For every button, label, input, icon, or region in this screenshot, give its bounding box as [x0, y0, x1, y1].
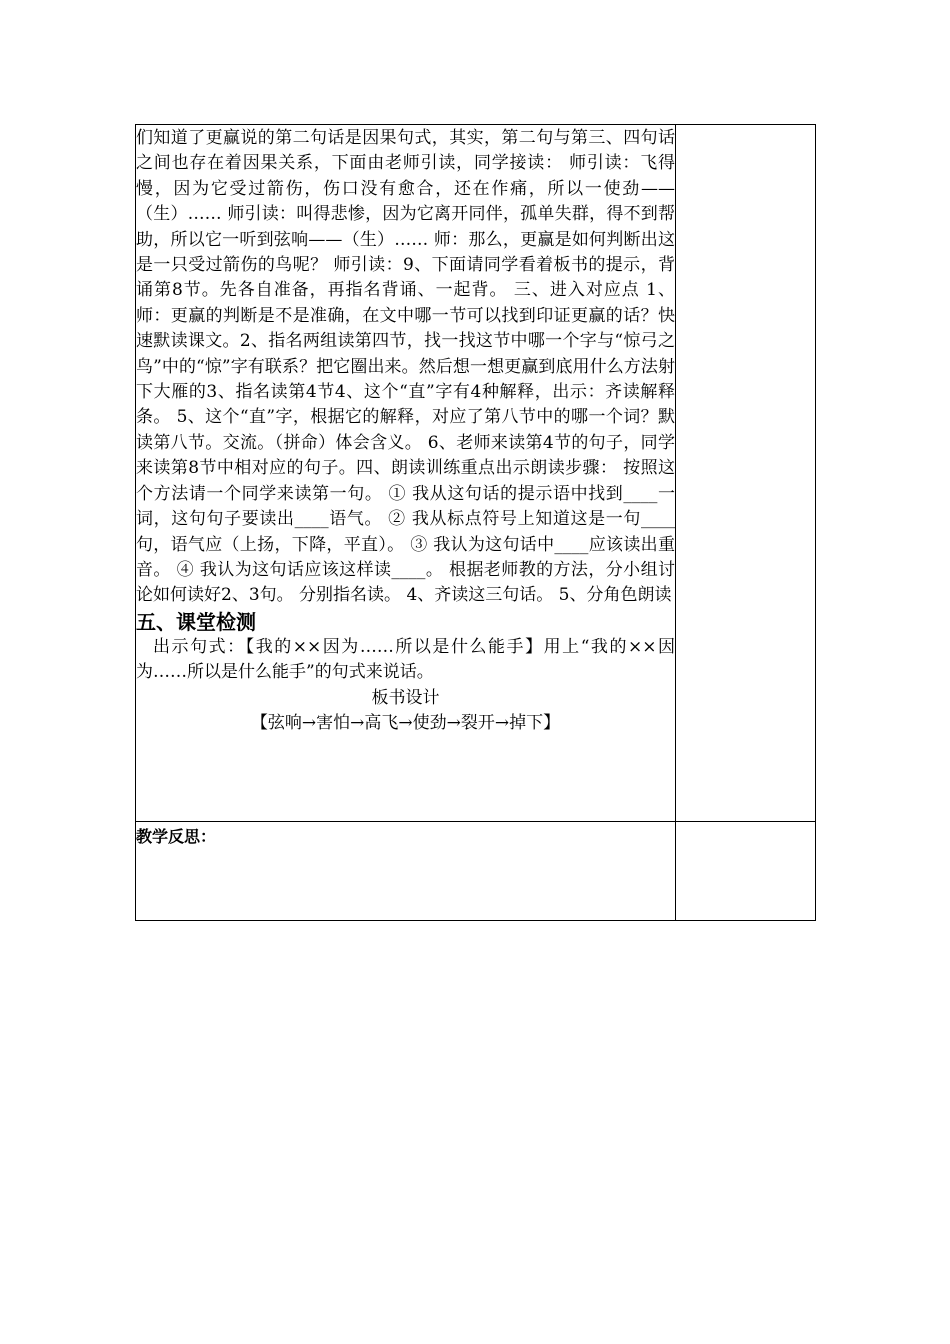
- reflection-row: [136, 822, 816, 921]
- reflection-notes-cell: [676, 822, 816, 921]
- board-design-title: 板书设计: [371, 687, 440, 708]
- lesson-plan-table: [135, 124, 816, 921]
- lesson-notes-cell: [676, 125, 816, 822]
- reflection-cell: [136, 822, 676, 921]
- exercise-text: 出示句式：【我的××因为……所以是什么能手】用上“我的××因为……所以是什么能手”的句式来说话。: [136, 636, 675, 683]
- lesson-content-cell: [136, 125, 676, 822]
- board-design-flow: 【弦响→害怕→高飞→使劲→裂开→掉下】: [250, 712, 561, 733]
- lesson-body-text: 们知道了更赢说的第二句话是因果句式，其实，第二句与第三、四句话之间也存在着因果关系，下面由老师引读，同学接读： 师引读：飞得慢，因为它受过箭伤，伤口没有愈合，还在作痛，所以一使劲——（生）…… 师引读：叫得悲惨，因为它离开同伴，孤单失群，得不到帮助，所以它一听到弦响——（生）…… 师：那么，更赢是如何判断出这是一只受过箭伤的鸟呢？ 师引读：9、下面请同学看着板书的提示，背诵第8节。先各自准备，再指名背诵、一起背。 三、进入对应点 1、师：更赢的判断是不是准确，在文中哪一节可以找到印证更赢的话？快速默读课文。2、指名两组读第四节，找一找这节中哪一个字与“惊弓之鸟”中的“惊”字有联系？把它圈出来。然后想一想更赢到底用什么方法射下大雁的3、指名读第4节4、这个“直”字有4种解释，出示：齐读解释条。 5、这个“直”字，根据它的解释，对应了第八节中的哪一个词？默读第八节。交流。（拼命）体会含义。 6、老师来读第4节的句子，同学来读第8节中相对应的句子。四、朗读训练重点出示朗读步骤： 按照这个方法请一个同学来读第一句。 ① 我从这句话的提示语中找到____一词，这句句子要读出____语气。 ② 我从标点符号上知道这是一句____句，语气应（上扬，下降，平直）。 ③ 我认为这句话中____应该读出重音。 ④ 我认为这句话应该这样读____。 根据老师教的方法，分小组讨论如何读好2、3句。 分别指名读。 4、齐读这三句话。 5、分角色朗读: [136, 128, 675, 606]
- reflection-label: 教学反思：: [136, 827, 217, 846]
- lesson-content-row: [136, 125, 816, 822]
- section-heading: 五、课堂检测: [136, 609, 256, 634]
